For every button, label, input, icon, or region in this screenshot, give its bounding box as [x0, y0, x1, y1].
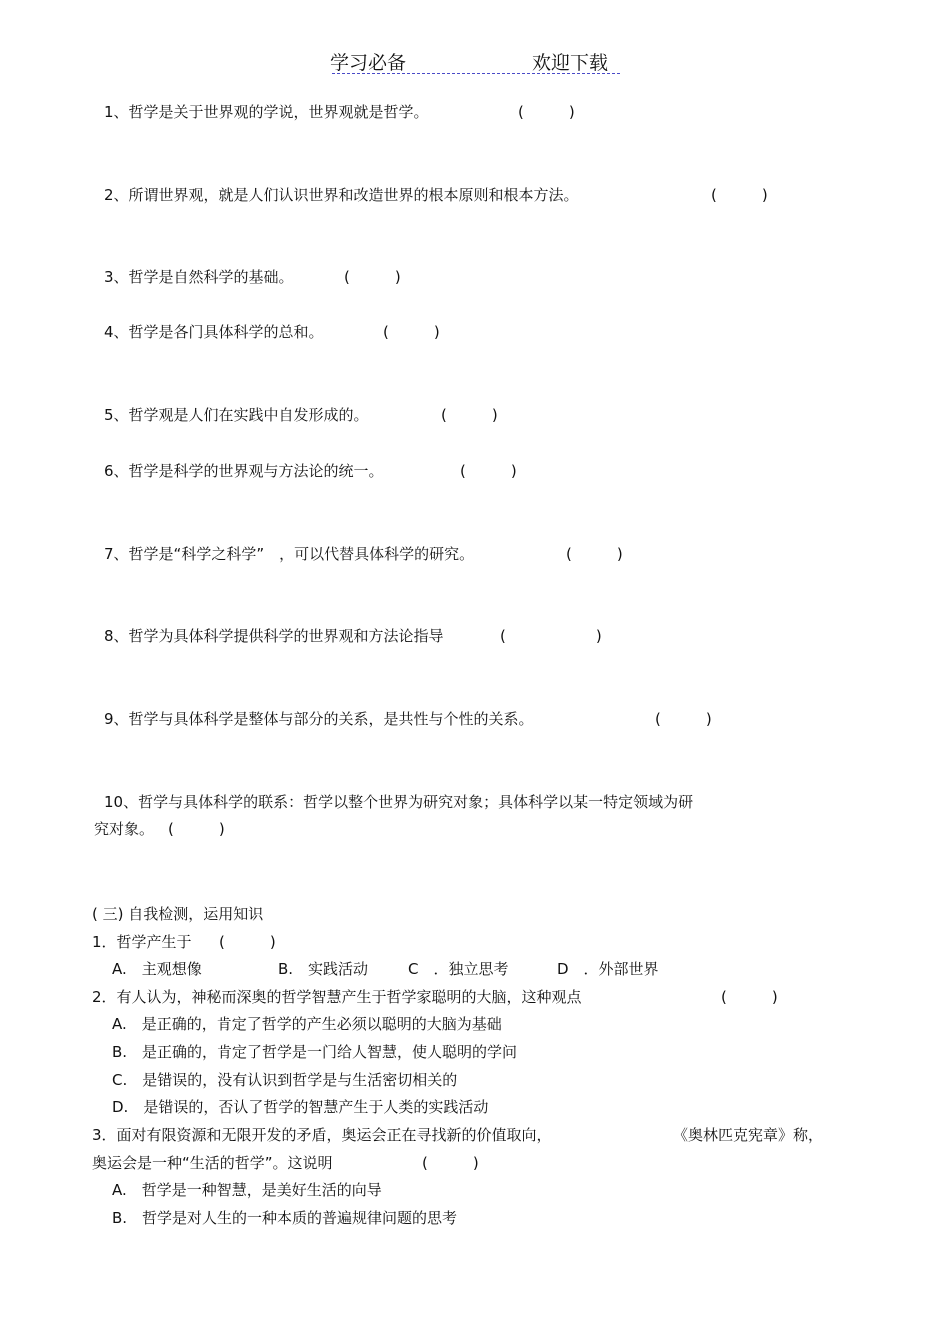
answer-bracket-6: ( ) — [460, 462, 517, 480]
choice-question-2-option-d: D. 是错误的，否认了哲学的智慧产生于人类的实践活动 — [112, 1098, 489, 1116]
answer-bracket-10: ( ) — [168, 820, 225, 838]
choice-question-3-option-a: A. 哲学是一种智慧，是美好生活的向导 — [112, 1181, 382, 1199]
header-left-text: 学习必备 — [330, 52, 407, 74]
answer-bracket-8: ( ) — [500, 627, 602, 645]
judgment-question-6: 6、哲学是科学的世界观与方法论的统一。 — [104, 462, 384, 480]
choice-question-3-stem-line2: 奥运会是一种“生活的哲学”。这说明 — [92, 1154, 333, 1172]
choice-question-1-option-b: B. 实践活动 — [278, 960, 369, 978]
judgment-question-3: 3、哲学是自然科学的基础。 — [104, 268, 294, 286]
judgment-question-5: 5、哲学观是人们在实践中自发形成的。 — [104, 406, 369, 424]
choice-question-1-bracket: ( ) — [219, 933, 276, 951]
answer-bracket-7: ( ) — [566, 545, 623, 563]
answer-bracket-5: ( ) — [441, 406, 498, 424]
choice-question-2-bracket: ( ) — [721, 988, 778, 1006]
choice-question-1-option-c: C ．独立思考 — [408, 960, 509, 978]
header-dashed-underline — [332, 73, 620, 74]
choice-question-1-stem: 1．哲学产生于 — [92, 933, 192, 951]
judgment-question-7: 7、哲学是“科学之科学” ，可以代替具体科学的研究。 — [104, 545, 475, 563]
choice-question-2-option-b: B. 是正确的，肯定了哲学是一门给人智慧，使人聪明的学问 — [112, 1043, 518, 1061]
answer-bracket-2: ( ) — [711, 186, 768, 204]
judgment-question-1: 1、哲学是关于世界观的学说，世界观就是哲学。 — [104, 103, 429, 121]
choice-question-3-stem-right: 《奥林匹克宪章》称， — [673, 1126, 824, 1144]
choice-question-3-stem: 3．面对有限资源和无限开发的矛盾，奥运会正在寻找新的价值取向， — [92, 1126, 552, 1144]
choice-question-2-option-c: C. 是错误的，没有认识到哲学是与生活密切相关的 — [112, 1071, 458, 1089]
answer-bracket-3: ( ) — [344, 268, 401, 286]
choice-question-1-option-d: D ．外部世界 — [557, 960, 659, 978]
answer-bracket-9: ( ) — [655, 710, 712, 728]
judgment-question-10-continuation: 究对象。 — [94, 820, 155, 838]
header-right-text: 欢迎下载 — [532, 52, 609, 74]
choice-question-2-option-a: A. 是正确的，肯定了哲学的产生必须以聪明的大脑为基础 — [112, 1015, 502, 1033]
choice-question-3-bracket: ( ) — [422, 1154, 479, 1172]
answer-bracket-4: ( ) — [383, 323, 440, 341]
judgment-question-8: 8、哲学为具体科学提供科学的世界观和方法论指导 — [104, 627, 444, 645]
choice-question-3-option-b: B. 哲学是对人生的一种本质的普遍规律问题的思考 — [112, 1209, 458, 1227]
answer-bracket-1: ( ) — [518, 103, 575, 121]
judgment-question-9: 9、哲学与具体科学是整体与部分的关系，是共性与个性的关系。 — [104, 710, 534, 728]
choice-question-1-option-a: A. 主观想像 — [112, 960, 202, 978]
section-title: ( 三) 自我检测，运用知识 — [92, 905, 264, 923]
judgment-question-10: 10、哲学与具体科学的联系：哲学以整个世界为研究对象；具体科学以某一特定领域为研 — [104, 793, 694, 811]
choice-question-2-stem: 2．有人认为，神秘而深奥的哲学智慧产生于哲学家聪明的大脑，这种观点 — [92, 988, 582, 1006]
judgment-question-2: 2、所谓世界观，就是人们认识世界和改造世界的根本原则和根本方法。 — [104, 186, 579, 204]
judgment-question-4: 4、哲学是各门具体科学的总和。 — [104, 323, 324, 341]
